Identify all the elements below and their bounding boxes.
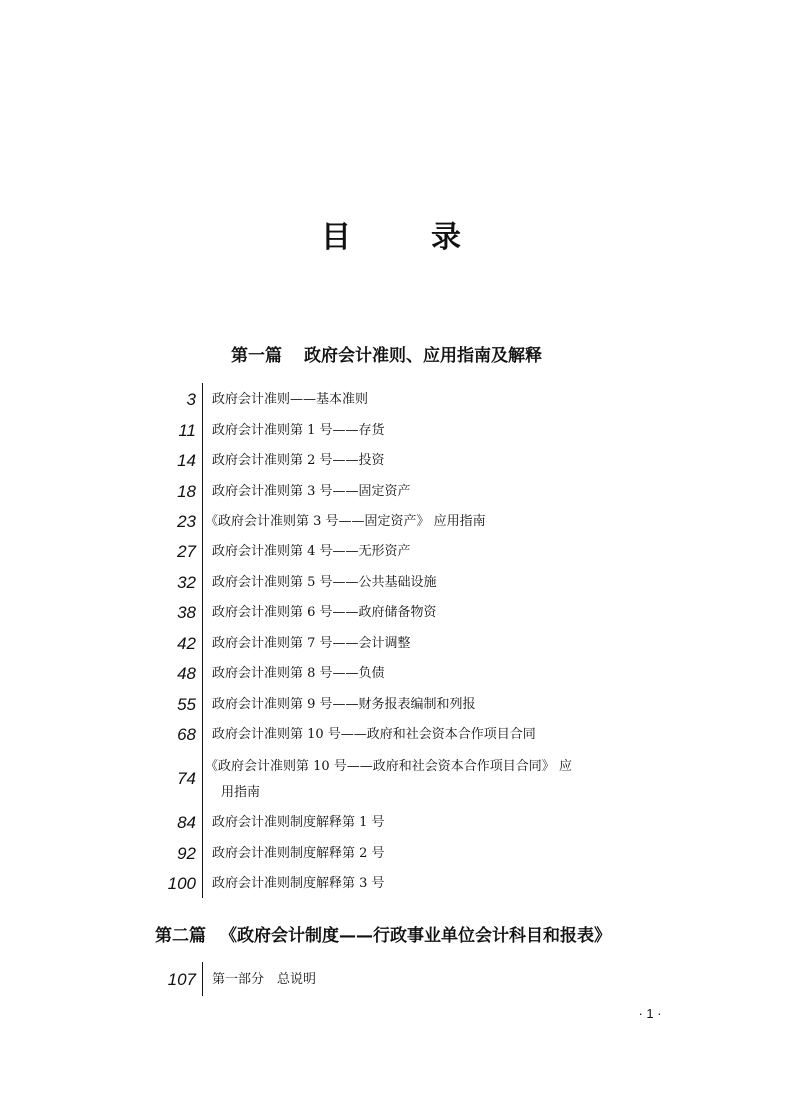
toc-entry-title: 政府会计准则第 5 号——公共基础设施: [212, 575, 437, 590]
part1-label: 第一篇: [231, 346, 282, 366]
part1-title: 政府会计准则、应用指南及解释: [304, 346, 542, 366]
toc-entry-title: 政府会计准则第 8 号——负债: [212, 666, 385, 681]
toc-page-number: 23: [177, 512, 196, 531]
footer-page-number: · 1 ·: [638, 1006, 662, 1021]
toc-entry-title: 政府会计准则制度解释第 2 号: [212, 846, 385, 861]
toc-entry-title-line2: 用指南: [221, 785, 261, 800]
toc-entry-title: 政府会计准则制度解释第 3 号: [212, 876, 385, 891]
toc-page-number: 107: [167, 970, 196, 989]
toc-entry-title: 政府会计准则第 4 号——无形资产: [212, 544, 411, 559]
toc-page-number: 84: [177, 813, 196, 832]
toc-entry-title: 政府会计准则制度解释第 1 号: [212, 815, 385, 830]
part2-label: 第二篇: [155, 926, 206, 946]
toc-page-number: 42: [177, 634, 196, 653]
part1-heading: [231, 341, 542, 366]
toc-entry-title-line1: 《政府会计准则第 10 号——政府和社会资本合作项目合同》 应: [205, 759, 572, 774]
toc-page-number: 3: [186, 390, 196, 409]
toc-page-number: 55: [177, 695, 196, 714]
title-char-2: 录: [431, 220, 469, 255]
toc-entry-title: 政府会计准则第 1 号——存货: [212, 423, 385, 438]
toc-entry-title: 《政府会计准则第 3 号——固定资产》 应用指南: [205, 514, 486, 529]
toc-entry-title: 政府会计准则第 7 号——会计调整: [212, 636, 411, 651]
toc-page-number: 68: [177, 725, 196, 744]
toc-page-number: 14: [177, 451, 196, 470]
toc-entry-title: 政府会计准则——基本准则: [212, 392, 369, 407]
toc-page-number: 38: [177, 603, 196, 622]
page-title: [0, 212, 790, 256]
toc-entry-title: 政府会计准则第 6 号——政府储备物资: [212, 605, 437, 620]
toc-page-number: 100: [167, 874, 196, 893]
toc-entry-title: 政府会计准则第 10 号——政府和社会资本合作项目合同: [212, 727, 536, 742]
toc-entry-title: 第一部分 总说明: [212, 972, 317, 987]
toc-page-number: 92: [177, 844, 196, 863]
toc-page-number: 18: [177, 482, 196, 501]
part2-divider-line: [202, 962, 203, 996]
toc-entry-title: 政府会计准则第 9 号——财务报表编制和列报: [212, 697, 476, 712]
part2-title: 《政府会计制度——行政事业单位会计科目和报表》: [220, 926, 611, 946]
toc-entry-title: 政府会计准则第 3 号——固定资产: [212, 484, 411, 499]
toc-page-number: 27: [177, 542, 196, 561]
toc-entry-title: 政府会计准则第 2 号——投资: [212, 453, 385, 468]
title-char-1: 目: [321, 220, 359, 255]
toc-page-number: 32: [177, 573, 196, 592]
part1-divider-line: [202, 383, 203, 898]
part2-heading: [155, 921, 611, 946]
toc-page-number: 74: [177, 769, 196, 788]
toc-entry-title: [205, 757, 695, 803]
toc-page-number: 48: [177, 664, 196, 683]
toc-page-number: 11: [178, 421, 196, 440]
